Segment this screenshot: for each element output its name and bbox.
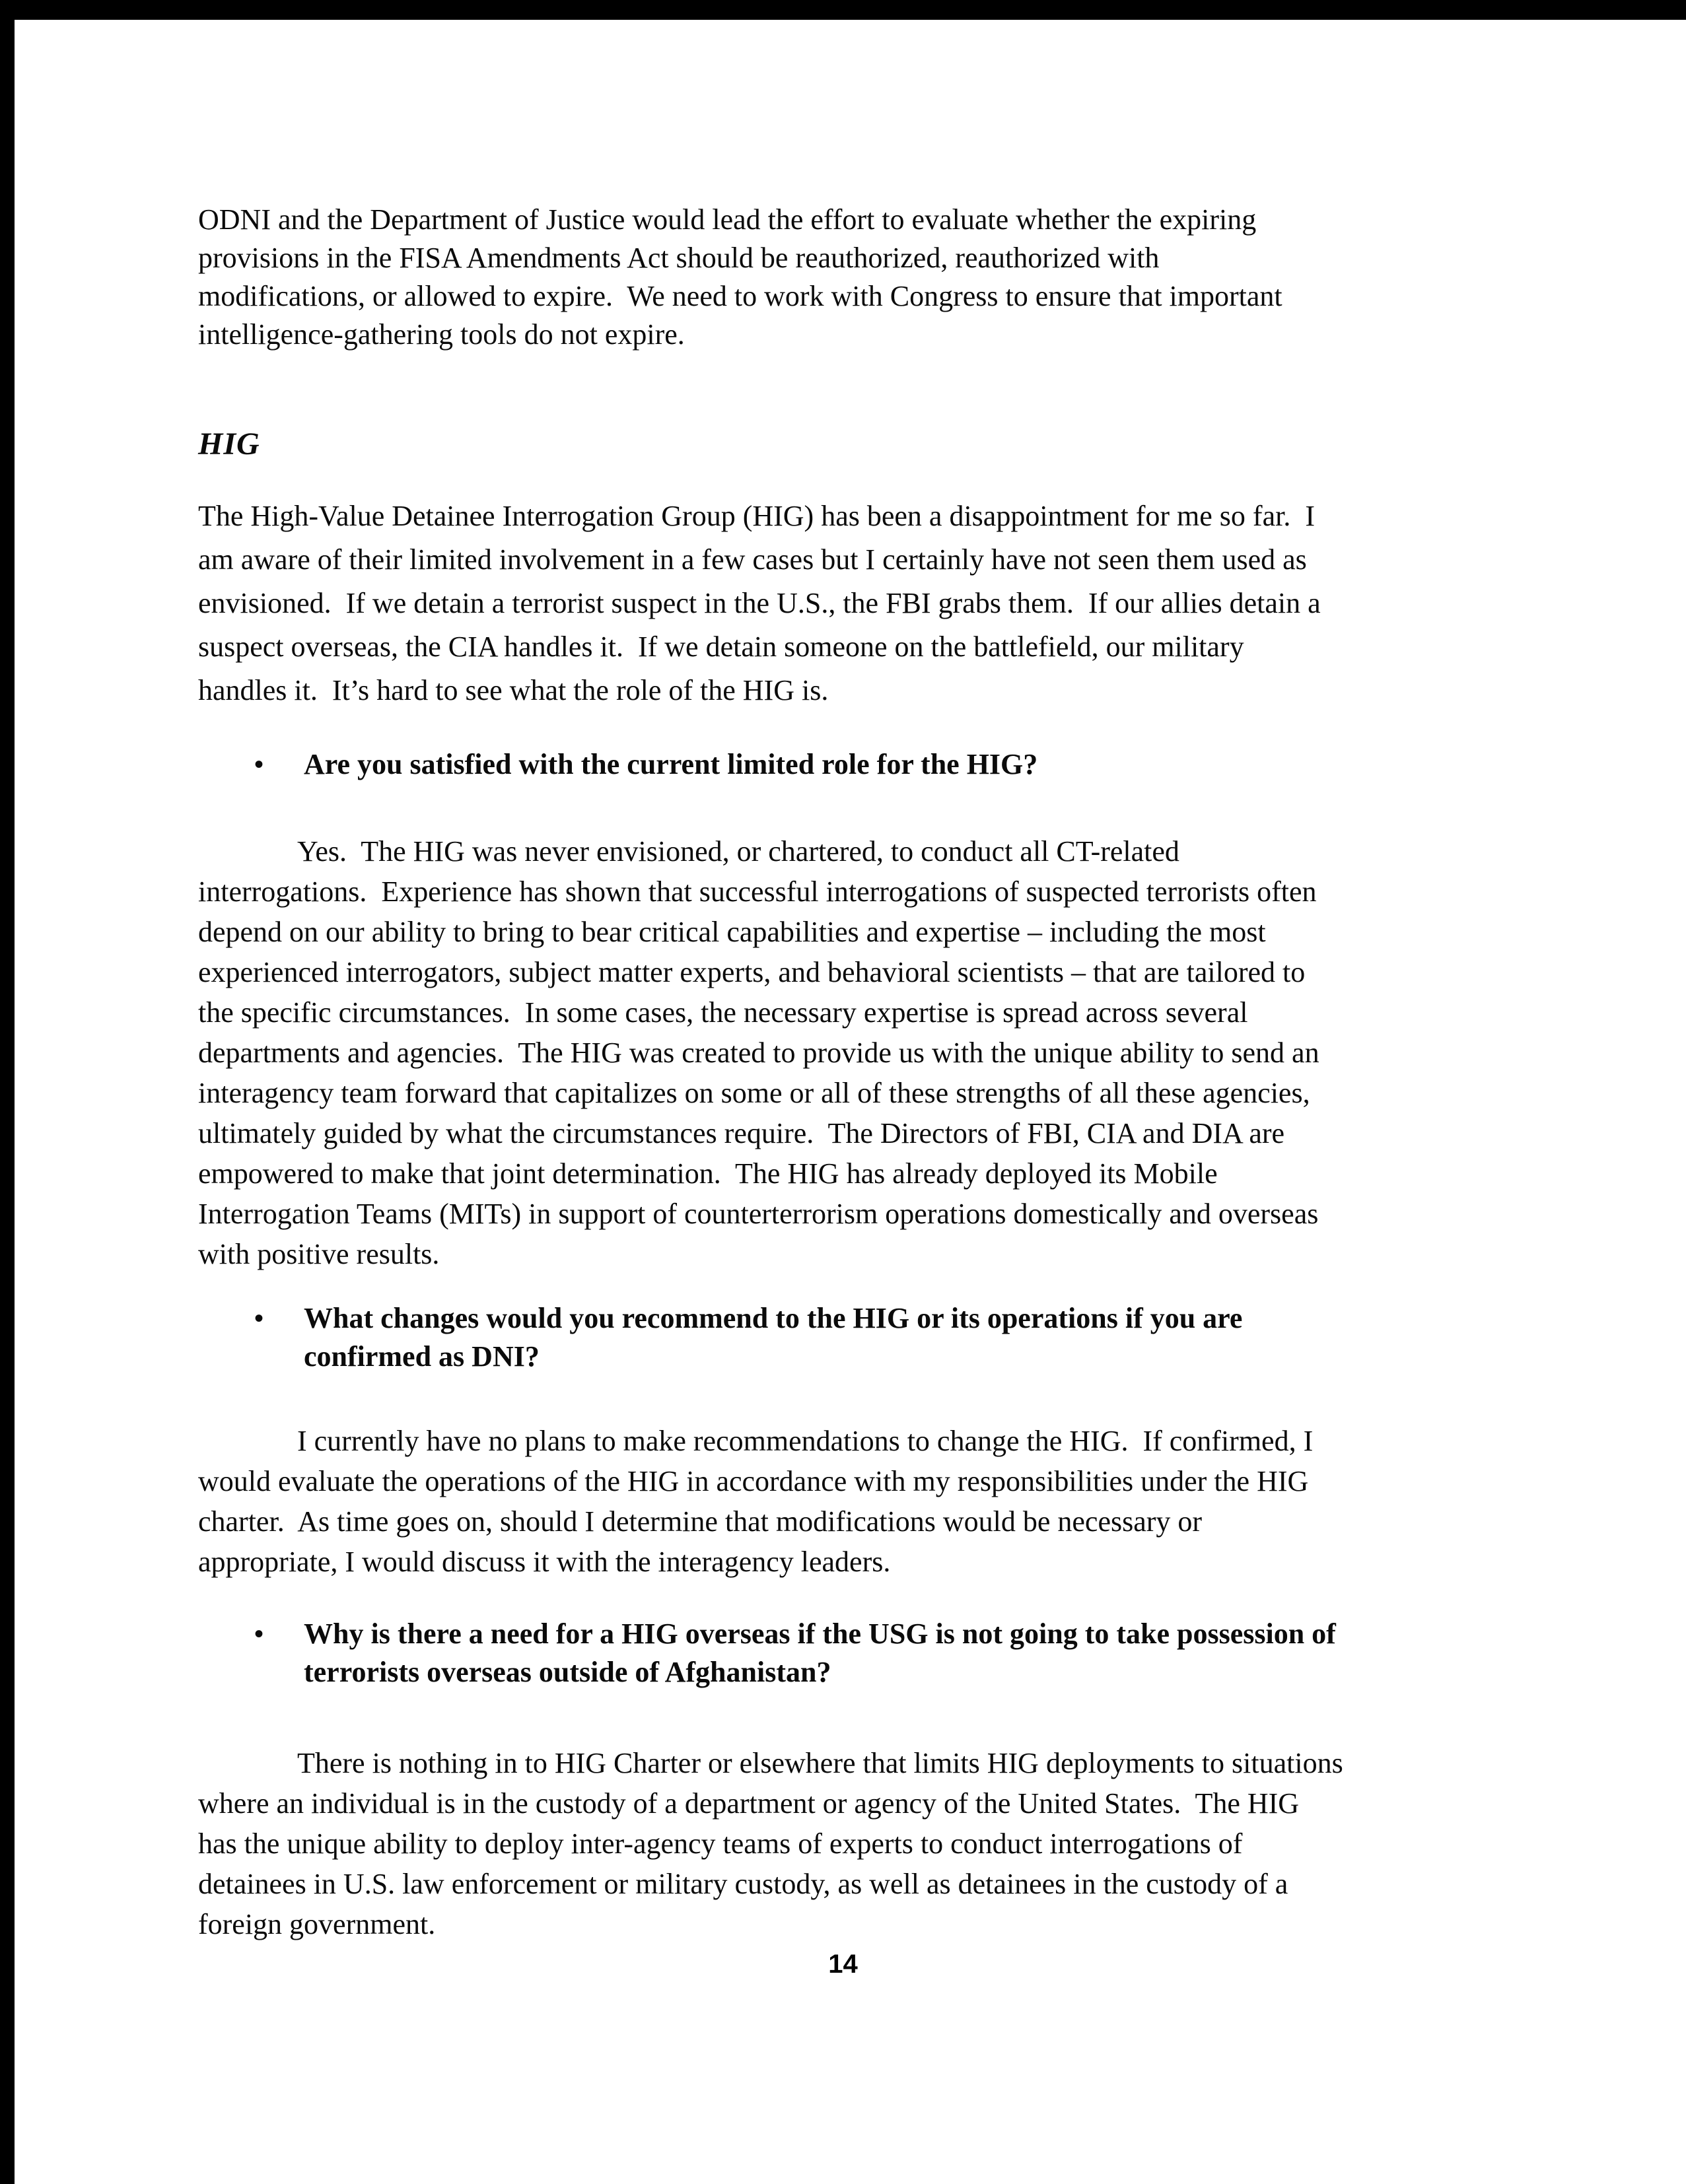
text-line: detainees in U.S. law enforcement or military custody, as well as detainees in the custody of a xyxy=(198,1868,1288,1900)
text-line: where an individual is in the custody of a department or agency of the United States. The HIG xyxy=(198,1787,1300,1820)
text-line: with positive results. xyxy=(198,1238,440,1270)
question-3-text xyxy=(304,1615,1336,1691)
text-line: the specific circumstances. In some cases, the necessary expertise is spread across several xyxy=(198,996,1248,1029)
text-line: am aware of their limited involvement in a few cases but I certainly have not seen them used as xyxy=(198,543,1307,576)
intro-paragraph xyxy=(198,201,1488,354)
answer-paragraph-3 xyxy=(198,1743,1488,1944)
text-line: handles it. It’s hard to see what the role of the HIG is. xyxy=(198,674,829,706)
text-line: Why is there a need for a HIG overseas if the USG is not going to take possession of xyxy=(304,1618,1336,1650)
text-line: would evaluate the operations of the HIG in accordance with my responsibilities under the HIG xyxy=(198,1465,1309,1497)
text-line: confirmed as DNI? xyxy=(304,1340,540,1373)
text-line: I currently have no plans to make recommendations to change the HIG. If confirmed, I xyxy=(297,1425,1314,1457)
question-bullet-1 xyxy=(254,745,1488,784)
hig-overview-paragraph xyxy=(198,495,1488,712)
text-line: foreign government. xyxy=(198,1908,436,1940)
text-line: Interrogation Teams (MITs) in support of counterterrorism operations domestically and overseas xyxy=(198,1198,1319,1230)
bullet-icon: • xyxy=(254,1303,264,1333)
text-line: terrorists overseas outside of Afghanistan? xyxy=(304,1656,831,1688)
text-line: There is nothing in to HIG Charter or elsewhere that limits HIG deployments to situations xyxy=(297,1747,1343,1779)
text-line: ultimately guided by what the circumstances require. The Directors of FBI, CIA and DIA are xyxy=(198,1117,1285,1149)
text-line: Yes. The HIG was never envisioned, or chartered, to conduct all CT-related xyxy=(297,835,1179,868)
question-1-text xyxy=(304,745,1037,784)
section-heading-hig: HIG xyxy=(198,427,260,461)
answer-paragraph-2 xyxy=(198,1421,1488,1582)
text-line: The High-Value Detainee Interrogation Group (HIG) has been a disappointment for me so far. I xyxy=(198,500,1315,532)
text-line: experienced interrogators, subject matter experts, and behavioral scientists – that are tailored to xyxy=(198,956,1306,988)
question-2-text xyxy=(304,1299,1242,1376)
text-line: envisioned. If we detain a terrorist suspect in the U.S., the FBI grabs them. If our allies detain a xyxy=(198,587,1321,619)
text-line: suspect overseas, the CIA handles it. If we detain someone on the battlefield, our military xyxy=(198,631,1244,663)
text-line: appropriate, I would discuss it with the interagency leaders. xyxy=(198,1546,891,1578)
text-line: provisions in the FISA Amendments Act should be reauthorized, reauthorized with xyxy=(198,242,1160,274)
text-line: What changes would you recommend to the HIG or its operations if you are xyxy=(304,1302,1243,1334)
text-line: interagency team forward that capitalizes on some or all of these strengths of all these agencies, xyxy=(198,1077,1310,1109)
question-bullet-3 xyxy=(254,1615,1488,1691)
text-line: charter. As time goes on, should I determine that modifications would be necessary or xyxy=(198,1505,1203,1538)
text-line: intelligence-gathering tools do not expire. xyxy=(198,318,685,351)
text-line: modifications, or allowed to expire. We need to work with Congress to ensure that important xyxy=(198,280,1282,312)
text-line: ODNI and the Department of Justice would lead the effort to evaluate whether the expiring xyxy=(198,203,1257,236)
answer-paragraph-1 xyxy=(198,831,1488,1274)
text-line: empowered to make that joint determination. The HIG has already deployed its Mobile xyxy=(198,1157,1218,1190)
text-line: interrogations. Experience has shown that successful interrogations of suspected terrorists often xyxy=(198,875,1317,908)
text-line: departments and agencies. The HIG was created to provide us with the unique ability to send an xyxy=(198,1037,1319,1069)
page-number: 14 xyxy=(828,1950,858,1979)
question-bullet-2 xyxy=(254,1299,1488,1376)
bullet-icon: • xyxy=(254,749,264,779)
text-line: has the unique ability to deploy inter-agency teams of experts to conduct interrogations of xyxy=(198,1827,1243,1860)
text-line: Are you satisfied with the current limited role for the HIG? xyxy=(304,748,1038,780)
text-line: depend on our ability to bring to bear critical capabilities and expertise – including the most xyxy=(198,916,1266,948)
bullet-icon: • xyxy=(254,1619,264,1649)
